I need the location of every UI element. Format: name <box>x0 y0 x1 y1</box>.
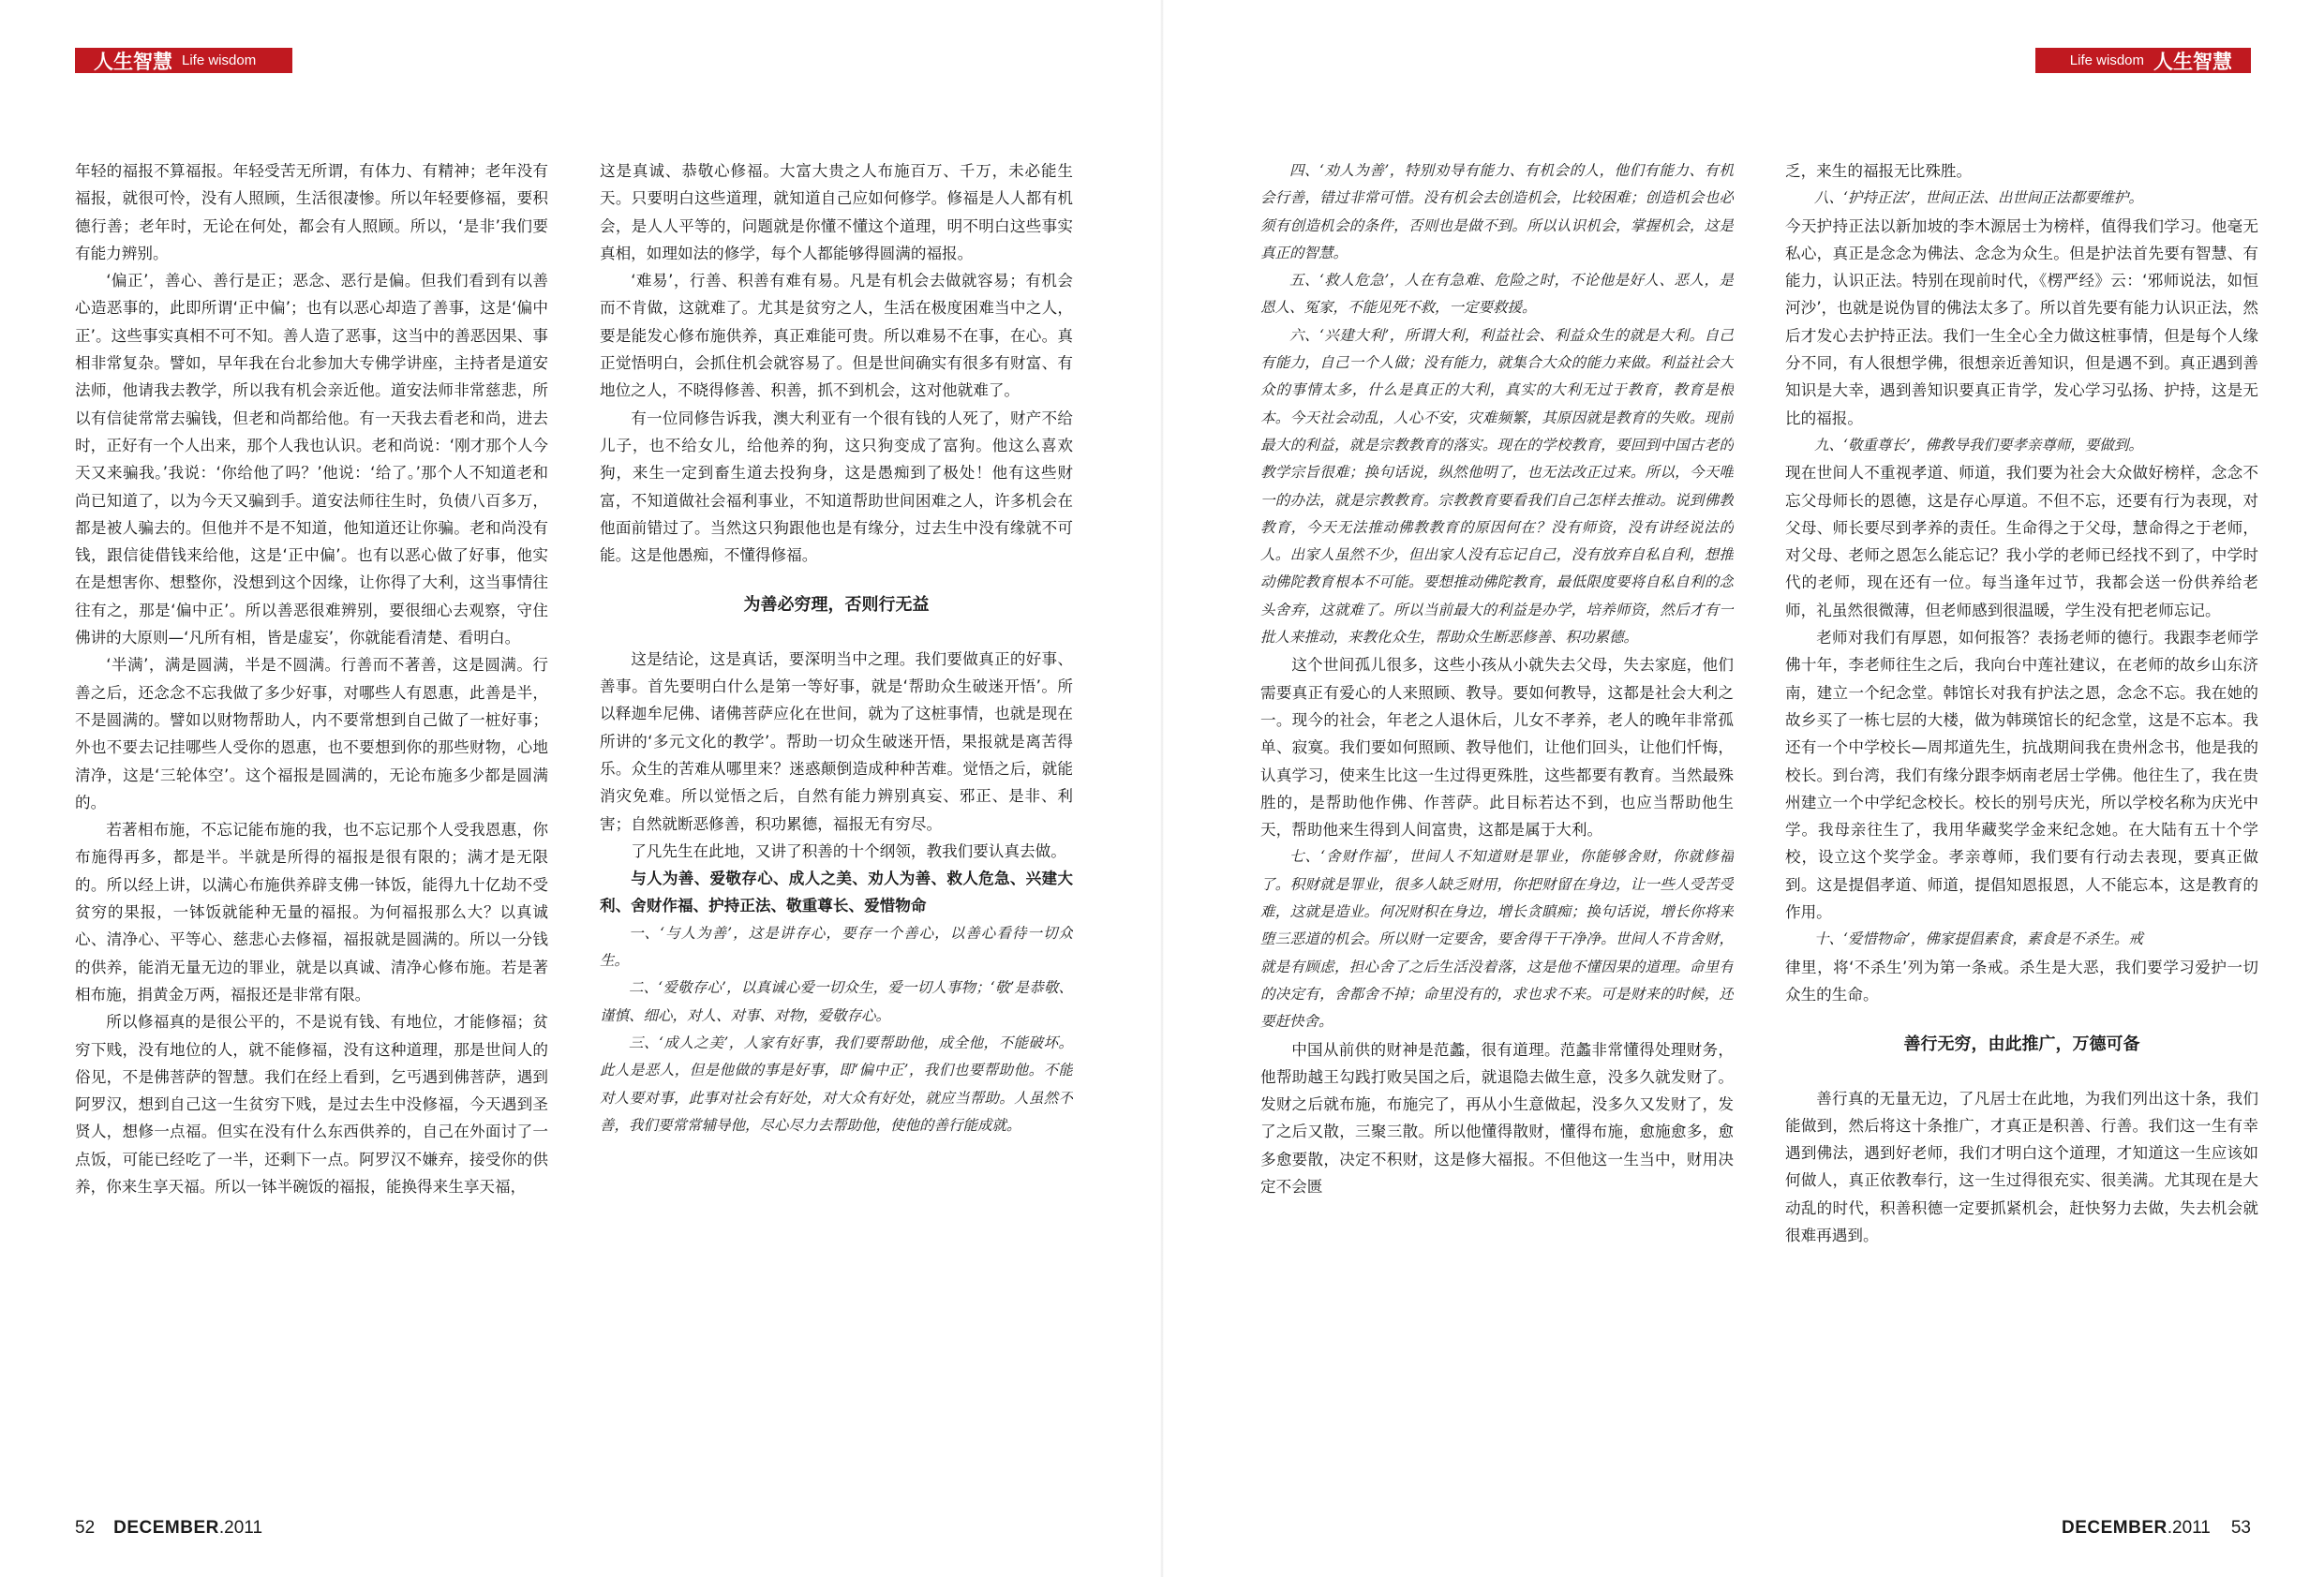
section-tab-right <box>2035 48 2251 73</box>
section-heading: 为善必穷理，否则行无益 <box>743 595 930 616</box>
section-heading: 善行无穷，由此推广，万德可备 <box>1903 1034 2140 1055</box>
issue-month: DECEMBER <box>113 1518 219 1538</box>
body-paragraph: 中国从前供的财神是范蠡，很有道理。范蠡非常懂得处理财务，他帮助越王勾践打败吴国之后，就退隐去做生意，没多久就发财了。发财之后就布施，布施完了，再从小生意做起，没多久又发财了，发了之后又散，三聚三散。所以他懂得散财，懂得布施，愈施愈多，愈多愈要散，决定不积财，这是修大福报。不但他这一生当中，财用决定不会匮 <box>1260 1040 1734 1196</box>
principle-item: 八、‘护持正法’，世间正法、出世间正法都要维护。 <box>1814 189 2143 207</box>
body-paragraph: 这是真诚、恭敬心修福。大富大贵之人布施百万、千万，未必能生天。只要明白这些道理，就知道自己应如何修学。修福是人人都有机会，是人人平等的，问题就是你懂不懂这个道理，明不明白这些事实真相，如理如法的修学，每个人都能够得圆满的福报。 <box>600 162 1073 262</box>
text-column-1 <box>75 157 548 1469</box>
body-paragraph: 乏，来生的福报无比殊胜。 <box>1785 162 1973 180</box>
body-paragraph: 律里，将‘不杀生’列为第一条戒。杀生是大恶，我们要学习爱护一切众生的生命。 <box>1785 958 2258 1004</box>
principle-item: 三、‘成人之美’，人家有好事，我们要帮助他，成全他，不能破坏。此人是恶人，但是他做的事是好事，即‘偏中正’，我们也要帮助他。不能对人要对事，此事对社会有好处，对大众有好处，就应当帮助。人虽然不善，我们要常常辅导他，尽心尽力去帮助他，使他的善行能成就。 <box>600 1034 1073 1134</box>
body-paragraph: 这是结论，这是真话，要深明当中之理。我们要做真正的好事、善事。首先要明白什么是第一等好事，就是‘帮助众生破迷开悟’。所以释迦牟尼佛、诸佛菩萨应化在世间，就为了这桩事情，也就是现在所讲的‘多元文化的教学’。帮助一切众生破迷开悟，果报就是离苦得乐。众生的苦难从哪里来？迷惑颠倒造成种种苦难。觉悟之后，就能消灾免难。所以觉悟之后，自然有能力辨别真妄、邪正、是非、利害；自然就断恶修善，积功累德，福报无有穷尽。 <box>600 649 1073 833</box>
page-number: 53 <box>2230 1518 2251 1538</box>
body-paragraph: ‘难易’，行善、积善有难有易。凡是有机会去做就容易；有机会而不肯做，这就难了。尤其是贫穷之人，生活在极度困难当中之人，要是能发心修布施供养，真正难能可贵。所以难易不在事，在心。真正觉悟明白，会抓住机会就容易了。但是世间确实有很多有财富、有地位之人，不晓得修善、积善，抓不到机会，这对他就难了。 <box>600 272 1073 400</box>
body-paragraph: 所以修福真的是很公平的，不是说有钱、有地位，才能修福；贫穷下贱，没有地位的人，就不能修福，没有这种道理，那是世间人的俗见，不是佛菩萨的智慧。我们在经上看到，乞丐遇到佛菩萨，遇到阿罗汉，想到自己这一生贫穷下贱，是过去生中没修福，今天遇到圣贤人，想修一点福。但实在没有什么东西供养的，自己在外面讨了一点饭，可能已经吃了一半，还剩下一点。阿罗汉不嫌弃，接受你的供养，你来生享天福。所以一钵半碗饭的福报，能换得来生享天福， <box>75 1013 548 1196</box>
body-paragraph: 老师对我们有厚恩，如何报答？表扬老师的德行。我跟李老师学佛十年，李老师往生之后，我向台中莲社建议，在老师的故乡山东济南，建立一个纪念堂。韩馆长对我有护法之恩，念念不忘。我在她的故乡买了一栋七层的大楼，做为韩瑛馆长的纪念堂，这是不忘本。我还有一个中学校长—周邦道先生，抗战期间我在贵州念书，他是我的校长。到台湾，我们有缘分跟李炳南老居士学佛。他往生了，我在贵州建立一个中学纪念校长。校长的别号庆光，所以学校名称为庆光中学。我母亲往生了，我用华藏奖学金来纪念她。在大陆有五十个学校，设立这个奖学金。孝亲尊师，我们要有行动去表现，要真正做到。这是提倡孝道、师道，提倡知恩报恩，人不能忘本，这是教育的作用。 <box>1785 629 2258 922</box>
issue-month: DECEMBER <box>2061 1518 2168 1538</box>
section-title-zh: 人生智慧 <box>94 50 172 73</box>
text-column-4 <box>1785 157 2258 1469</box>
principle-item: 六、‘兴建大利’，所谓大利，利益社会、利益众生的就是大利。自己有能力，自己一个人做；没有能力，就集合大众的能力来做。利益社会大众的事情太多，什么是真正的大利，真实的大利无过于教育，教育是根本。今天社会动乱，人心不安，灾难频繁，其原因就是教育的失败。现前最大的利益，就是宗教教育的落实。现在的学校教育，要回到中国古老的教学宗旨很难；换句话说，纵然他明了，也无法改正过来。所以，今天唯一的办法，就是宗教教育。宗教教育要看我们自己怎样去推动。说到佛教教育，今天无法推动佛教教育的原因何在？没有师资，没有讲经说法的人。出家人虽然不少，但出家人没有忘记自己，没有放弃自私自利，想推动佛陀教育根本不可能。要想推动佛陀教育，最低限度要将自私自利的念头舍弃，这就难了。所以当前最大的利益是办学，培养师资，然后才有一批人来推动，来教化众生，帮助众生断恶修善、积功累德。 <box>1260 326 1734 647</box>
body-paragraph: 今天护持正法以新加坡的李木源居士为榜样，值得我们学习。他毫无私心，真正是念念为佛法、念念为众生。但是护法首先要有智慧、有能力，认识正法。特别在现前时代，《楞严经》云：‘邪师说法，如恒河沙’，也就是说伪冒的佛法太多了。所以首先要有能力认识正法，然后才发心去护持正法。我们一生全心全力做这桩事情，但是每个人缘分不同，有人很想学佛，很想亲近善知识，但是遇不到。真正遇到善知识是大幸，遇到善知识要真正肯学，发心学习弘扬、护持，这是无比的福报。 <box>1785 216 2258 427</box>
issue-year: .2011 <box>218 1518 263 1538</box>
principle-item: 一、‘与人为善’，这是讲存心，要存一个善心，以善心看待一切众生。 <box>600 924 1073 970</box>
body-paragraph: 有一位同修告诉我，澳大利亚有一个很有钱的人死了，财产不给儿子，也不给女儿，给他养的狗，这只狗变成了富狗。他这么喜欢狗，来生一定到畜生道去投狗身，这是愚痴到了极处！他有这些财富，不知道做社会福利事业，不知道帮助世间困难之人，许多机会在他面前错过了。当然这只狗跟他也是有缘分，过去生中没有缘就不可能。这是他愚痴，不懂得修福。 <box>600 409 1073 565</box>
section-title-en: Life wisdom <box>2069 52 2144 68</box>
body-paragraph: 年轻的福报不算福报。年轻受苦无所谓，有体力、有精神；老年没有福报，就很可怜，没有人照顾，生活很凄惨。所以年轻要修福，要积德行善；老年时，无论在何处，都会有人照顾。所以，‘是非’我们要有能力辨别。 <box>75 162 548 262</box>
body-paragraph: 善行真的无量无边，了凡居士在此地，为我们列出这十条，我们能做到，然后将这十条推广，才真正是积善、行善。我们这一生有幸遇到佛法，遇到好老师，我们才明白这个道理，才知道这一生应该如何做人，真正依教奉行，这一生过得很充实、很美满。尤其现在是大动乱的时代，积善积德一定要抓紧机会，赶快努力去做，失去机会就很难再遇到。 <box>1785 1089 2258 1244</box>
issue-year: .2011 <box>2167 1518 2211 1538</box>
body-paragraph: ‘偏正’，善心、善行是正；恶念、恶行是偏。但我们看到有以善心造恶事的，此即所谓‘正中偏’；也有以恶心却造了善事，这是‘偏中正’。这些事实真相不可不知。善人造了恶事，这当中的善恶因果、事相非常复杂。譬如，早年我在台北参加大专佛学讲座，主持者是道安法师，他请我去教学，所以我有机会亲近他。道安法师非常慈悲，所以有信徒常常去骗钱，但老和尚都给他。有一天我去看老和尚，进去时，正好有一个人出来，那个人我也认识。老和尚说：‘刚才那个人今天又来骗我。’我说：‘你给他了吗？’他说：‘给了。’那个人不知道老和尚已知道了，以为今天又骗到手。道安法师往生时，负债八百多万，都是被人骗去的。但他并不是不知道，他知道还让你骗。老和尚没有钱，跟信徒借钱来给他，这是‘正中偏’。也有以恶心做了好事，他实在是想害你、想整你，没想到这个因缘，让你得了大利，这当事情往往有之，那是‘偏中正’。所以善恶很难辨别，要很细心去观察，守住佛讲的大原则—‘凡所有相，皆是虚妄’，你就能看清楚、看明白。 <box>75 272 548 647</box>
footer-left <box>75 1518 262 1539</box>
principle-item: 五、‘救人危急’，人在有急难、危险之时，不论他是好人、恶人，是恩人、冤家，不能见死不救，一定要救援。 <box>1260 272 1734 317</box>
footer-right <box>2062 1518 2251 1539</box>
section-title-en: Life wisdom <box>182 52 257 68</box>
text-column-3 <box>1260 157 1734 1469</box>
body-paragraph: 现在世间人不重视孝道、师道，我们要为社会大众做好榜样，念念不忘父母师长的恩德，这是存心厚道。不但不忘，还要有行为表现，对父母、师长要尽到孝养的责任。生命得之于父母，慧命得之于老师，对父母、老师之恩怎么能忘记？我小学的老师已经找不到了，中学时代的老师，现在还有一位。每当逢年过节，我都会送一份供养给老师，礼虽然很微薄，但老师感到很温暖，学生没有把老师忘记。 <box>1785 464 2258 619</box>
principle-item: 九、‘敬重尊长’，佛教导我们要孝亲尊师，要做到。 <box>1814 436 2143 454</box>
principle-item: 十、‘爱惜物命’，佛家提倡素食，素食是不杀生。戒 <box>1814 930 2143 948</box>
principle-item: 二、‘爱敬存心’，以真诚心爱一切众生，爱一切人事物；‘敬’是恭敬、谨慎、细心，对人、对事、对物，爱敬存心。 <box>600 979 1073 1024</box>
text-column-2 <box>600 157 1073 1469</box>
body-paragraph: 了凡先生在此地，又讲了积善的十个纲领，教我们要认真去做。 <box>631 841 1066 860</box>
page-number: 52 <box>75 1518 96 1538</box>
section-title-zh: 人生智慧 <box>2153 50 2232 73</box>
principles-list: 与人为善、爱敬存心、成人之美、劝人为善、救人危急、兴建大利、舍财作福、护持正法、敬重尊长、爱惜物命 <box>600 870 1073 915</box>
section-tab-left <box>75 48 292 73</box>
body-paragraph: 这个世间孤儿很多，这些小孩从小就失去父母，失去家庭，他们需要真正有爱心的人来照顾、教导。要如何教导，这都是社会大利之一。现今的社会，年老之人退休后，儿女不孝养，老人的晚年非常孤单、寂寞。我们要如何照顾、教导他们，让他们回头，让他们忏悔，认真学习，使来生比这一生过得更殊胜，这些都要有教育。当然最殊胜的，是帮助他作佛、作菩萨。此目标若达不到，也应当帮助他生天，帮助他来生得到人间富贵，这都是属于大利。 <box>1260 656 1734 840</box>
body-paragraph: ‘半满’，满是圆满，半是不圆满。行善而不著善，这是圆满。行善之后，还念念不忘我做了多少好事，对哪些人有恩惠，此善是半，不是圆满的。譬如以财物帮助人，内不要常想到自己做了一桩好事；外也不要去记挂哪些人受你的恩惠，也不要想到你的那些财物，心地清净，这是‘三轮体空’。这个福报是圆满的，无论布施多少都是圆满的。 <box>75 656 548 811</box>
page-gutter <box>1160 0 1164 1577</box>
principle-item: 四、‘劝人为善’，特别劝导有能力、有机会的人，他们有能力、有机会行善，错过非常可惜。没有机会去创造机会，比较困难；创造机会也必须有创造机会的条件，否则也是做不到。所以认识机会，掌握机会，这是真正的智慧。 <box>1260 162 1734 261</box>
principle-item: 七、‘舍财作福’，世间人不知道财是罪业，你能够舍财，你就修福了。积财就是罪业，很多人缺乏财用，你把财留在身边，让一些人受苦受难，这就是造业。何况财积在身边，增长贪瞋痴；换句话说，增长你将来堕三恶道的机会。所以财一定要舍，要舍得干干净净。世间人不肯舍财，就是有顾虑，担心舍了之后生活没着落，这是他不懂因果的道理。命里有的决定有，舍都舍不掉；命里没有的，求也求不来。可是财来的时候，还要赶快舍。 <box>1260 848 1734 1031</box>
body-paragraph: 若著相布施，不忘记能布施的我，也不忘记那个人受我恩惠，你布施得再多，都是半。半就是所得的福报是很有限的；满才是无限的。所以经上讲，以满心布施供养辟支佛一钵饭，能得九十亿劫不受贫穷的果报，一钵饭就能种无量的福报。为何福报那么大？以真诚心、清净心、平等心、慈悲心去修福，福报就是圆满的。所以一分钱的供养，能消无量无边的罪业，就是以真诚、清净心修布施。若是著相布施，捐黄金万两，福报还是非常有限。 <box>75 821 548 1004</box>
